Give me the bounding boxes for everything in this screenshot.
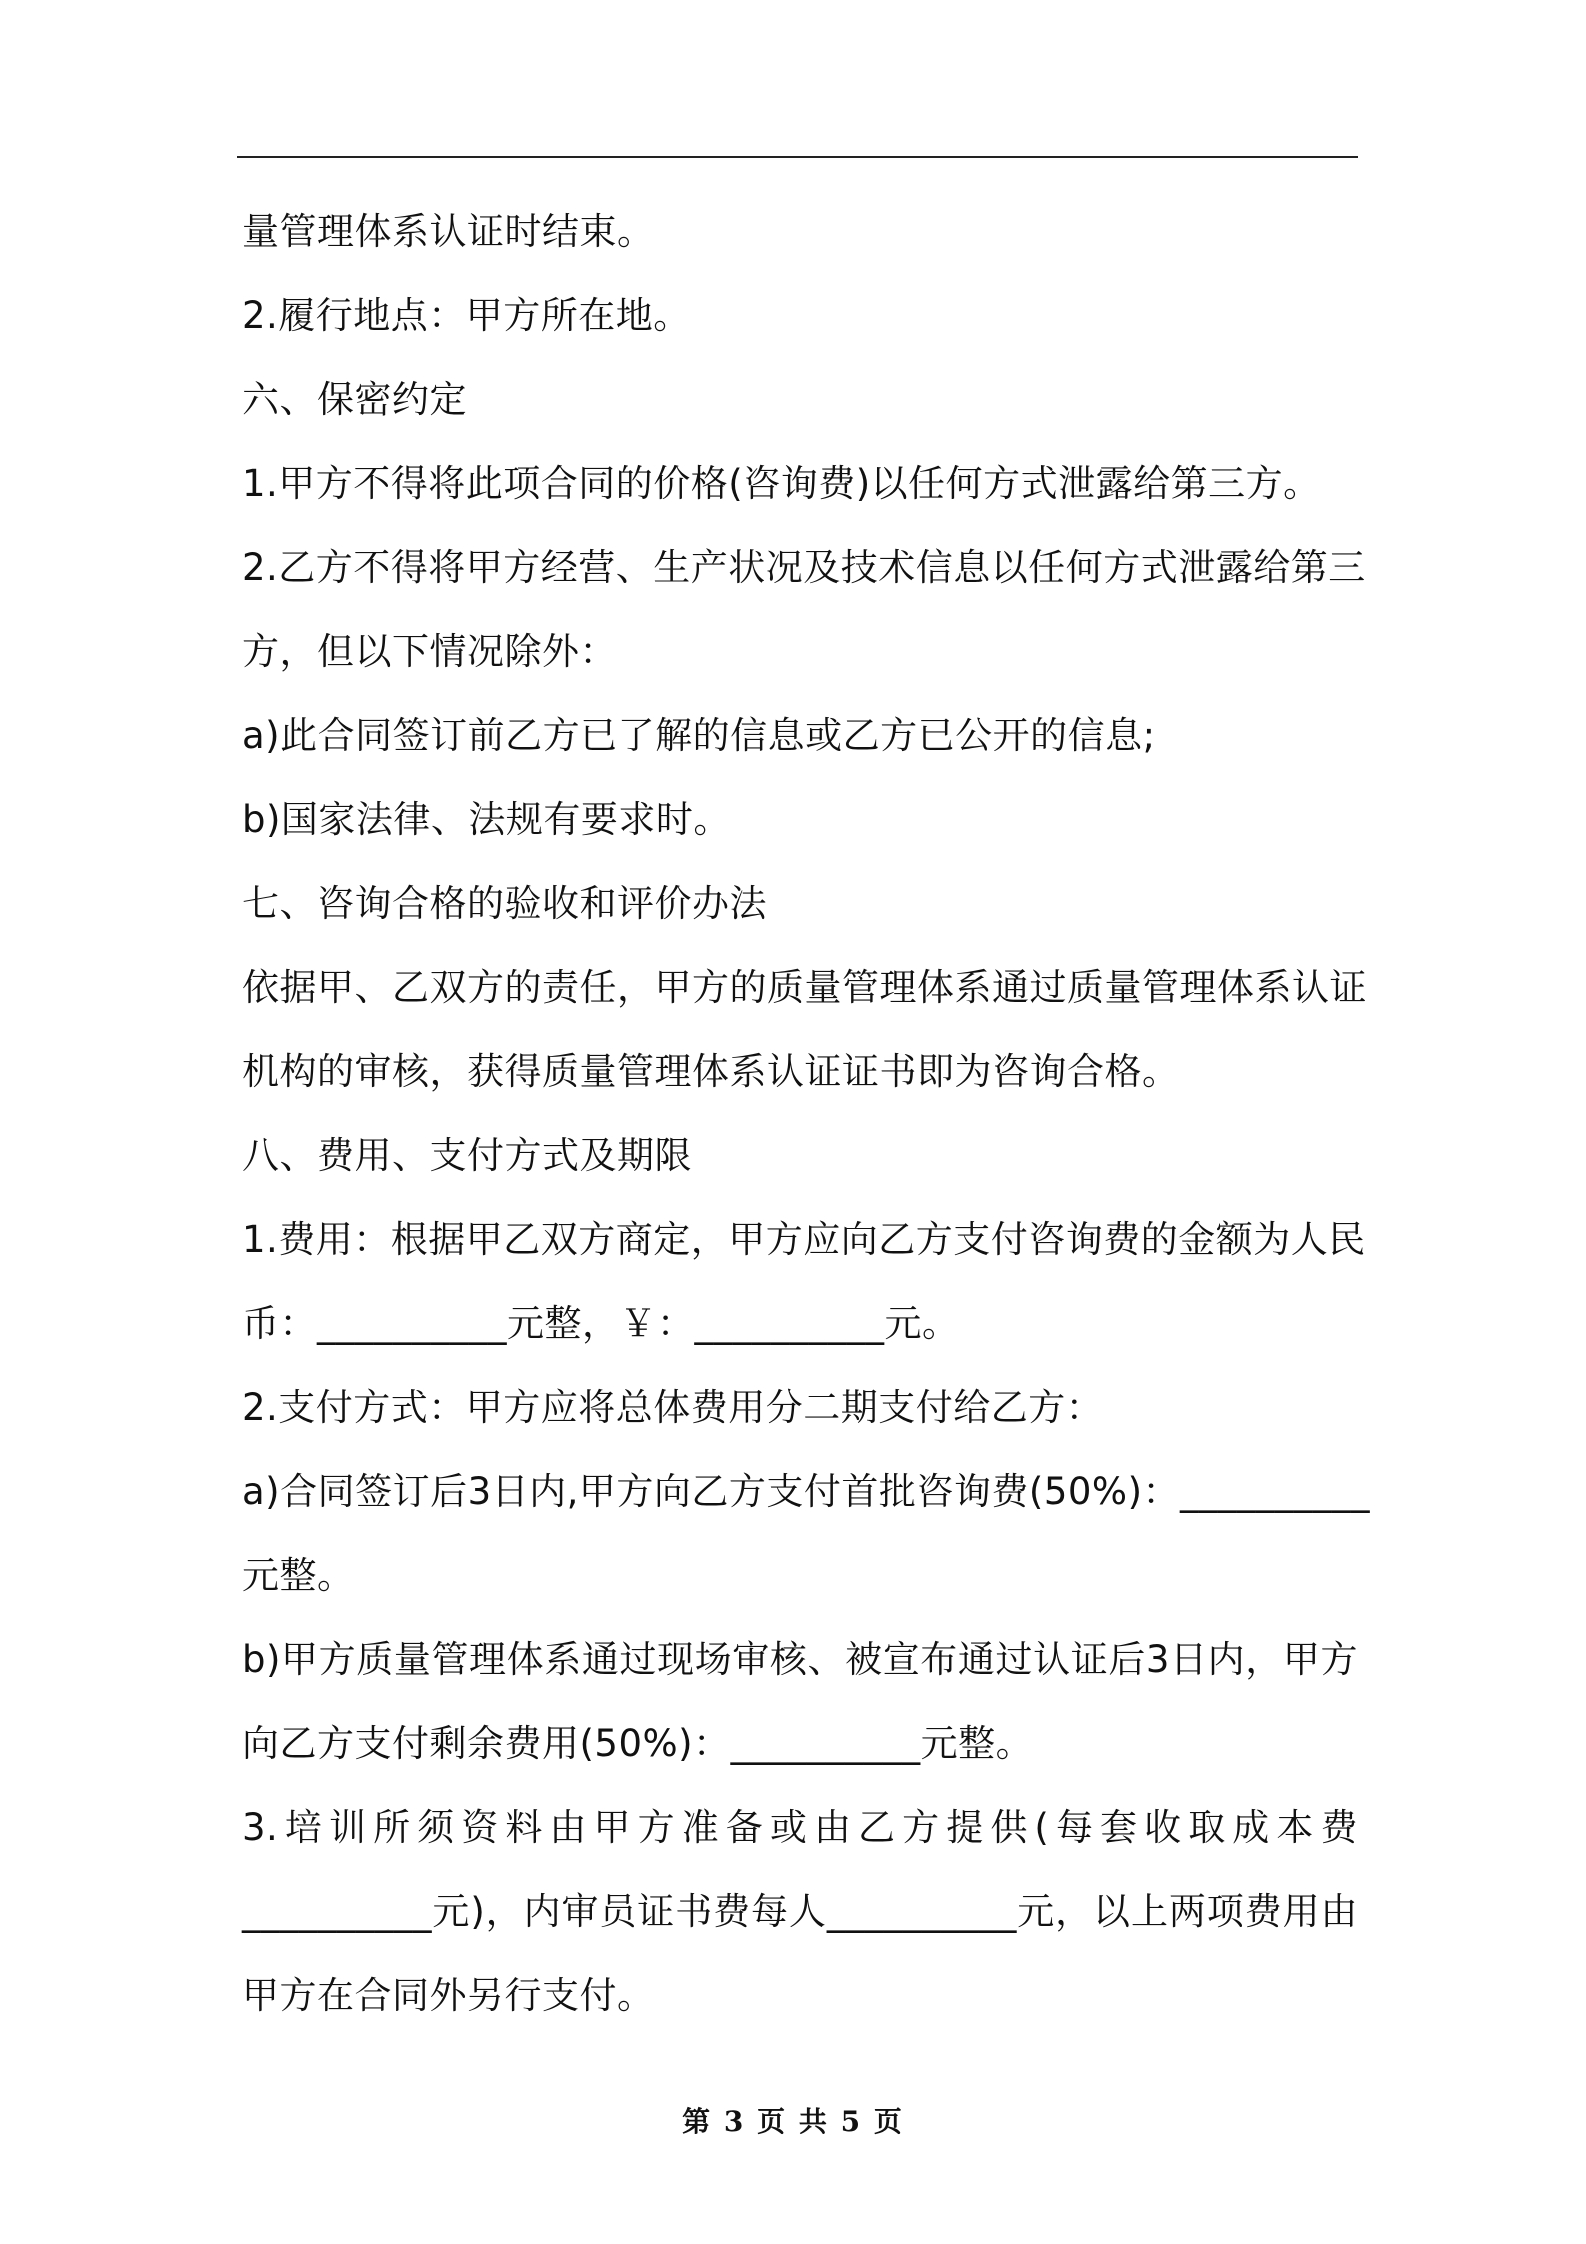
body-line: b)甲方质量管理体系通过现场审核、被宣布通过认证后3日内，甲方 (242, 1638, 1358, 1681)
body-line: 1.费用：根据甲乙双方商定，甲方应向乙方支付咨询费的金额为人民 (242, 1218, 1366, 1261)
body-line: 机构的审核，获得质量管理体系认证证书即为咨询合格。 (242, 1050, 1180, 1093)
body-line: 甲方在合同外另行支付。 (242, 1974, 655, 2017)
body-line: 币：__________元整，￥：__________元。 (242, 1302, 960, 1345)
section-heading: 七、咨询合格的验收和评价办法 (242, 882, 767, 925)
body-line: b)国家法律、法规有要求时。 (242, 798, 731, 841)
body-line: 方，但以下情况除外： (242, 630, 617, 673)
body-line: 1.甲方不得将此项合同的价格(咨询费)以任何方式泄露给第三方。 (242, 462, 1321, 505)
body-line: 2.乙方不得将甲方经营、生产状况及技术信息以任何方式泄露给第三 (242, 546, 1366, 589)
section-heading: 六、保密约定 (242, 378, 467, 421)
header-rule (237, 156, 1358, 158)
document-body (242, 190, 1371, 2038)
body-line: 元整。 (242, 1554, 355, 1597)
body-line: __________元)，内审员证书费每人__________元，以上两项费用由 (242, 1890, 1358, 1933)
body-line: 2.支付方式：甲方应将总体费用分二期支付给乙方： (242, 1386, 1104, 1429)
body-line: 3.培训所须资料由甲方准备或由乙方提供(每套收取成本费 (242, 1806, 1358, 1849)
page-number: 第 3 页 共 5 页 (682, 2105, 904, 2138)
body-line: a)此合同签订前乙方已了解的信息或乙方已公开的信息; (242, 714, 1156, 757)
section-heading: 八、费用、支付方式及期限 (242, 1134, 692, 1177)
body-line: a)合同签订后3日内,甲方向乙方支付首批咨询费(50%)：__________ (242, 1470, 1371, 1513)
body-line: 2.履行地点：甲方所在地。 (242, 294, 691, 337)
body-line: 依据甲、乙双方的责任，甲方的质量管理体系通过质量管理体系认证 (242, 966, 1367, 1009)
body-line: 量管理体系认证时结束。 (242, 210, 655, 253)
body-line: 向乙方支付剩余费用(50%)：__________元整。 (242, 1722, 1034, 1765)
